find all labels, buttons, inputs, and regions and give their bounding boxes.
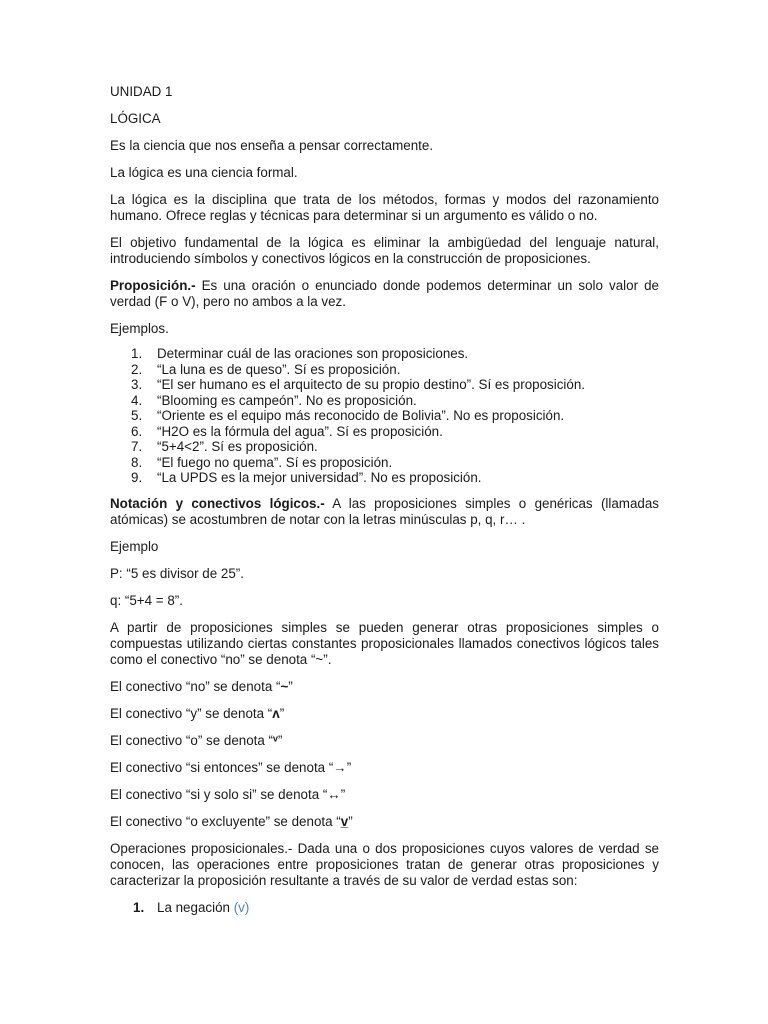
notacion-term: Notación y conectivos lógicos.- [110, 495, 325, 511]
conectivo-si-y-solo-si [110, 787, 659, 803]
notacion-text: A las proposiciones simples o genéricas (llamadas atómicas) se acostumbren de notar con la letras minúsculas p, q, r… . [110, 495, 659, 527]
ejemplos-label: Ejemplos. [110, 321, 169, 336]
list-number: 7. [131, 439, 143, 454]
conectivo-text: El conectivo “si entonces” se denota “ [110, 759, 334, 775]
conectivo-symbol: ᵛ [273, 732, 278, 748]
operaciones-list [110, 900, 659, 916]
list-text: “5+4<2”. Sí es proposición. [157, 439, 318, 454]
list-number: 6. [131, 423, 143, 439]
conectivo-symbol: → [333, 759, 347, 775]
list-item [110, 424, 659, 440]
conectivo-text: El conectivo “no” se denota “ [110, 678, 281, 694]
list-text: “Blooming es campeón”. No es proposición. [157, 392, 417, 408]
list-item [110, 362, 659, 378]
list-number: 9. [131, 470, 143, 485]
proposicion-text: Es una oración o enunciado donde podemos determinar un solo valor de verdad (F o V), pero no ambos a la vez. [110, 278, 659, 309]
list-item [110, 900, 659, 916]
list-text: “El ser humano es el arquitecto de su propio destino”. Sí es proposición. [157, 377, 585, 392]
conectivo-symbol: ~ [280, 678, 289, 694]
ejemplo-q: q: “5+4 = 8”. [110, 592, 183, 608]
list-item [110, 346, 659, 362]
notacion-definition [110, 496, 659, 528]
conectivo-o [110, 733, 659, 749]
list-item [110, 439, 659, 455]
conectivo-text: El conectivo “y” se denota “ [110, 705, 273, 721]
list-text: “La luna es de queso”. Sí es proposición. [157, 361, 401, 377]
list-item [110, 470, 659, 486]
list-number: 1. [133, 899, 145, 915]
list-item [110, 408, 659, 424]
conectivo-quote: ” [288, 678, 293, 694]
list-number: 3. [131, 377, 143, 392]
conectivo-si-entonces [110, 760, 659, 776]
conectivo-symbol: v̲ [340, 813, 349, 829]
list-number: 8. [131, 454, 143, 470]
conectivo-symbol: ʌ [272, 705, 280, 721]
list-text: “H2O es la fórmula del agua”. Sí es proposición. [157, 423, 443, 439]
conectivo-text: El conectivo “o” se denota “ [110, 732, 274, 748]
list-item [110, 377, 659, 393]
list-text: “La UPDS es la mejor universidad”. No es proposición. [157, 470, 482, 485]
list-text: Determinar cuál de las oraciones son proposiciones. [157, 346, 469, 361]
list-item [110, 393, 659, 409]
ejemplo-p: P: “5 es divisor de 25”. [110, 565, 244, 581]
conectivo-quote: ” [348, 813, 353, 829]
list-text: “El fuego no quema”. Sí es proposición. [157, 454, 393, 470]
conectivo-no [110, 679, 659, 695]
list-number: 1. [131, 346, 143, 361]
list-item [110, 455, 659, 471]
intro-paragraph-4: El objetivo fundamental de la lógica es eliminar la ambigüedad del lenguaje natural, introduciendo símbolos y conectivos lógicos en la construcción de proposiciones. [110, 235, 659, 266]
list-number: 2. [131, 361, 143, 377]
conectivo-quote: ” [340, 786, 346, 802]
proposicion-term: Proposición.- [110, 278, 196, 293]
list-number: 4. [131, 392, 143, 408]
conectivos-intro: A partir de proposiciones simples se pueden generar otras proposiciones simples o compuestas utilizando ciertas constantes proposicionales llamados conectivos lógicos tales como el conectivo “no” se denota “~”. [110, 619, 659, 667]
unit-heading: UNIDAD 1 [110, 84, 173, 99]
intro-paragraph-2: La lógica es una ciencia formal. [110, 165, 298, 180]
proposicion-definition [110, 278, 659, 310]
conectivo-quote: ” [277, 732, 283, 748]
intro-paragraph-1: Es la ciencia que nos enseña a pensar correctamente. [110, 138, 434, 153]
conectivo-text: El conectivo “o excluyente” se denota “ [110, 813, 341, 829]
page-title: LÓGICA [110, 111, 161, 126]
conectivo-quote: ” [346, 759, 352, 775]
conectivo-o-excluyente [110, 814, 659, 830]
intro-paragraph-3: La lógica es la disciplina que trata de los métodos, formas y modos del razonamiento humano. Ofrece reglas y técnicas para determinar si un argumento es válido o no. [110, 192, 659, 223]
document-page [110, 84, 659, 916]
operaciones-paragraph: Operaciones proposicionales.- Dada una o dos proposiciones cuyos valores de verdad se conocen, las operaciones entre proposiciones tratan de generar otras proposiciones y caracterizar la proposición resultante a través de su valor de verdad estas son: [110, 840, 659, 888]
conectivo-text: El conectivo “si y solo si” se denota “ [110, 786, 328, 802]
list-text: “Oriente es el equipo más reconocido de Bolivia”. No es proposición. [157, 408, 565, 423]
conectivo-symbol: ↔ [327, 786, 341, 802]
list-tag: (v) [233, 899, 250, 915]
ejemplos-list [110, 346, 659, 486]
conectivo-y [110, 706, 659, 722]
ejemplo-label: Ejemplo [110, 538, 159, 554]
list-text: La negación [157, 899, 234, 915]
list-number: 5. [131, 408, 143, 423]
conectivo-quote: ” [279, 705, 285, 721]
